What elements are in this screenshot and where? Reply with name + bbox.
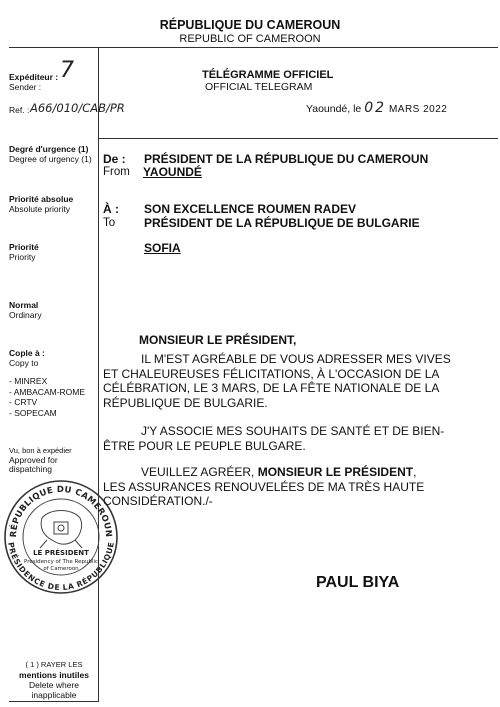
urgency-block xyxy=(9,144,92,164)
seal-outer-bottom-text: PRÉSIDENCE DE LA RÉPUBLIQUE xyxy=(6,541,116,593)
copy-item: - AMBACAM-ROME xyxy=(9,386,86,397)
footnote-line-4: inapplicable xyxy=(31,690,77,700)
copy-item: - CRTV xyxy=(9,397,38,407)
sender-block xyxy=(9,72,58,92)
date-month-year: MARS 2022 xyxy=(388,104,448,115)
frame-vertical-line xyxy=(98,47,99,702)
urgency-label-en: Degree of urgency (1) xyxy=(9,154,92,164)
absolute-priority-block xyxy=(9,194,73,214)
sender-label-en: Sender : xyxy=(9,82,42,92)
priority-en: Priority xyxy=(9,252,36,262)
p2-line: ÊTRE POUR LE PEUPLE BULGARE. xyxy=(103,438,306,453)
country-title-en: REPUBLIC OF CAMEROON xyxy=(179,33,321,45)
frame-top-left-line xyxy=(9,47,99,48)
p1-line: ET CHALEUREUSES FÉLICITATIONS, À L'OCCASION DE LA xyxy=(103,366,440,381)
footnote-line-2: mentions inutiles xyxy=(19,670,89,680)
p3-line: CONSIDÉRATION./- xyxy=(103,494,213,508)
paragraph-1 xyxy=(103,352,465,410)
sender-handwritten: 7 xyxy=(60,58,74,83)
approved-en-2: dispatching xyxy=(9,464,53,474)
footnote-line-1: ( 1 ) RAYER LES xyxy=(25,660,83,669)
abs-priority-en: Absolute priority xyxy=(9,204,70,214)
normal-block xyxy=(9,300,42,320)
to-label-fr: À : xyxy=(103,202,119,216)
from-label-en: From xyxy=(103,166,130,178)
from-value: PRÉSIDENT DE LA RÉPUBLIQUE DU CAMEROUN xyxy=(144,152,429,166)
date-line xyxy=(306,100,447,116)
frame-bottom-left-line xyxy=(9,701,99,702)
copy-label-en: Copy to xyxy=(9,358,39,368)
to-value-1: SON EXCELLENCE ROUMEN RADEV xyxy=(144,202,357,216)
p1-line: RÉPUBLIQUE DE BULGARIE. xyxy=(103,395,268,410)
p3-line: LES ASSURANCES RENOUVELÉES DE MA TRÈS HAUTE xyxy=(103,479,425,494)
seal-outer-top-text: RÉPUBLIQUE DU CAMEROUN xyxy=(8,484,114,538)
copy-block xyxy=(9,348,45,368)
ref-handwritten: A66/010/CAB/PR xyxy=(30,101,125,115)
from-city: YAOUNDÉ xyxy=(143,165,202,179)
date-day-handwritten: 02 xyxy=(364,100,387,116)
copy-label-fr: Cople à : xyxy=(9,348,45,358)
salutation: MONSIEUR LE PRÉSIDENT, xyxy=(139,333,297,347)
seal-inner-text-1: LE PRÉSIDENT xyxy=(33,549,89,557)
normal-fr: Normal xyxy=(9,300,39,310)
p1-line: IL M'EST AGRÉABLE DE VOUS ADRESSER MES VIVES xyxy=(141,352,451,366)
priority-fr: Priorité xyxy=(9,242,39,252)
footnote-line-3: Delete where xyxy=(28,680,80,690)
country-title-fr: RÉPUBLIQUE DU CAMEROUN xyxy=(159,18,341,32)
urgency-label-fr: Degré d'urgence (1) xyxy=(9,144,89,154)
priority-block xyxy=(9,242,39,262)
approved-en-1: Approved for xyxy=(9,454,58,465)
place-date-label: Yaoundé, le xyxy=(306,103,362,115)
seal-inner-text-3: of Cameroon xyxy=(43,566,79,572)
p3-line-1 xyxy=(103,465,465,480)
sender-label-fr: Expéditeur : xyxy=(9,72,59,82)
seal-emblem-icon xyxy=(40,511,82,549)
copy-item: - MINREX xyxy=(9,376,48,386)
doc-type-en: OFFICIAL TELEGRAM xyxy=(205,81,313,93)
p3-text-c: , xyxy=(413,465,417,479)
to-value-2: PRÉSIDENT DE LA RÉPUBLIQUE DE BULGARIE xyxy=(144,216,420,230)
abs-priority-fr: Priorité absolue xyxy=(9,194,74,204)
frame-top-line xyxy=(98,47,498,48)
approved-fr: Vu, bon à expédier xyxy=(9,446,72,455)
signature-name: PAUL BIYA xyxy=(316,574,400,591)
from-label-fr: De : xyxy=(103,152,126,166)
p3-text-a: VEUILLEZ AGRÉER, xyxy=(141,465,255,479)
to-label-en: To xyxy=(103,217,116,229)
doc-type-fr: TÉLÉGRAMME OFFICIEL xyxy=(202,69,334,81)
copy-list xyxy=(9,376,85,418)
ref-label: Ref. : xyxy=(9,105,30,115)
copy-item: - SOPECAM xyxy=(9,407,57,418)
paragraph-2 xyxy=(103,424,465,453)
p3-text-b: MONSIEUR LE PRÉSIDENT xyxy=(257,465,414,479)
frame-separator-line xyxy=(98,138,498,139)
seal-inner-text-2: Presidency of The Republic xyxy=(23,559,99,565)
approval-block xyxy=(9,446,72,475)
p1-line: CÉLÉBRATION, LE 3 MARS, DE LA FÊTE NATIONALE DE LA xyxy=(103,381,440,395)
paragraph-3 xyxy=(103,465,465,509)
p2-line: J'Y ASSOCIE MES SOUHAITS DE SANTÉ ET DE BIEN- xyxy=(141,424,445,438)
normal-en: Ordinary xyxy=(9,310,42,320)
to-city: SOFIA xyxy=(144,241,181,255)
footnote-block xyxy=(10,660,98,700)
